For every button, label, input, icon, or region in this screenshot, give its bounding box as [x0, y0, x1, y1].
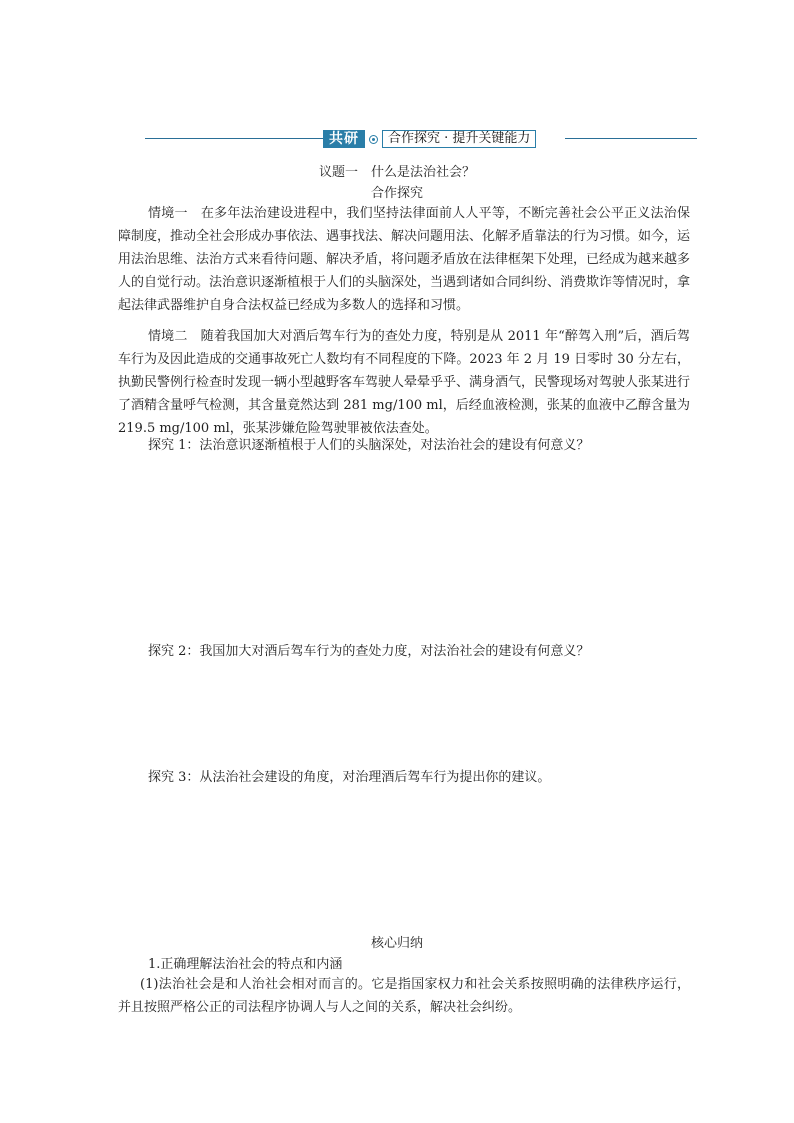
question-3: 探究 3：从法治社会建设的角度，对治理酒后驾车行为提出你的建议。: [148, 770, 551, 785]
topic-title: 议题一 什么是法治社会？: [318, 165, 475, 180]
section-banner: [145, 130, 697, 148]
scenario-1: 情境一 在多年法治建设进程中，我们坚持法律面前人人平等，不断完善社会公平正义法治保障制度，推动全社会形成办事依法、遇事找法、解决问题用法、化解矛盾靠法的行为习惯。如今，运用法治思维、法治方式来看待问题、解决矛盾，将问题矛盾放在法律框架下处理，已经成为越来越多人的自觉行动。法治意识逐渐植根于人们的头脑深处，当遇到诸如合同纠纷、消费欺诈等情况时，拿起法律武器维护自身合法权益已经成为多数人的选择和习惯。: [118, 206, 691, 313]
banner-tag: [323, 130, 536, 148]
question-2: 探究 2：我国加大对酒后驾车行为的查处力度，对法治社会的建设有何意义？: [148, 644, 590, 659]
question-1: 探究 1：法治意识逐渐植根于人们的头脑深处，对法治社会的建设有何意义？: [148, 438, 590, 453]
banner-tag-label: 共研: [323, 130, 365, 148]
summary-title: 核心归纳: [370, 936, 423, 951]
scenario-2: 情境二 随着我国加大对酒后驾车行为的查处力度，特别是从 2011 年“醉驾入刑”后，酒后驾车行为及因此造成的交通事故死亡人数均有不同程度的下降。2023 年 2 月 19 日零时 30 分左右，执勤民警例行检查时发现一辆小型越野客车驾驶人晕晕乎乎、满身酒气，民警现场对驾驶人张某进行了酒精含量呼气检测，其含量竟然达到 281 mg/100 ml，后经血液检测，张某的血液中乙醇含量为 219.5 mg/100 ml，张某涉嫌危险驾驶罪被依法查处。: [118, 329, 691, 436]
banner-rule-right: [565, 138, 697, 139]
summary-point-1a: (1)法治社会是和人治社会相对而言的。它是指国家权力和社会关系按照明确的法律秩序运行，并且按照严格公正的司法程序协调人与人之间的关系，解决社会纠纷。: [118, 977, 690, 1015]
banner-rule-left: [145, 138, 323, 139]
banner-subtitle: 合作探究 · 提升关键能力: [382, 130, 536, 148]
bullet-icon: [369, 135, 378, 144]
summary-point-1: 1.正确理解法治社会的特点和内涵: [148, 957, 343, 972]
section-heading: 合作探究: [370, 186, 423, 201]
